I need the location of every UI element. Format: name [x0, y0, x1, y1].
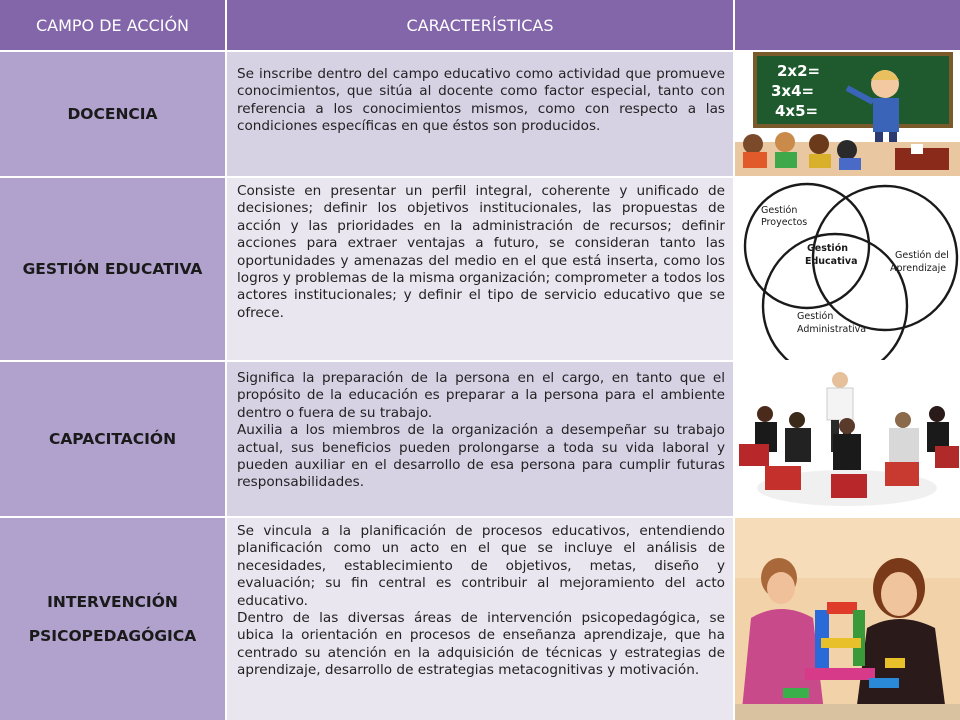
description-paragraph: Auxilia a los miembros de la organización a desempeñar su trabajo actual, sus beneficios pueden prolongarse a toda su vida laboral y pueden auxiliar en el desarrollo de esa persona para cumplir futuras responsabilidades. [237, 422, 725, 491]
board-line-2: 3x4= [771, 82, 815, 100]
training-session-photo [735, 362, 960, 516]
header-campo-de-accion: CAMPO DE ACCIÓN [0, 0, 225, 50]
board-line-1: 2x2= [777, 62, 821, 80]
field-label-line-2: PSICOPEDAGÓGICA [28, 627, 197, 645]
header-blank [735, 0, 960, 50]
field-label: CAPACITACIÓN [48, 430, 177, 448]
venn-label-aprendizaje-2: Aprendizaje [890, 263, 947, 274]
description-intervencion-psicopedagogica [227, 518, 733, 720]
venn-label-educativa-1: Gestión [807, 243, 848, 254]
field-intervencion-psicopedagogica [0, 518, 225, 720]
field-gestion-educativa [0, 178, 225, 360]
field-label: GESTIÓN EDUCATIVA [22, 260, 203, 278]
description-docencia [227, 52, 733, 176]
venn-label-administrativa-1: Gestión [797, 311, 834, 322]
field-capacitacion [0, 362, 225, 516]
description-capacitacion [227, 362, 733, 516]
description-paragraph: Dentro de las diversas áreas de intervención psicopedagógica, se ubica la orientación en procesos de enseñanza aprendizaje, que ha centrado su atención en la adquisición de técnicas y estrategias de aprendizaje, desarrollo de estrategias metacognitivas y motivación. [237, 610, 725, 679]
board-line-3: 4x5= [775, 102, 819, 120]
venn-label-aprendizaje-1: Gestión del [895, 250, 949, 261]
venn-label-proyectos-1: Gestión [761, 205, 798, 216]
description-paragraph: Consiste en presentar un perfil integral, coherente y unificado de decisiones; definir los objetivos institucionales, las propuestas de acción y las prioridades en la administración de recursos; definir acciones para extraer ventajas a futuro, se consideran tanto las oportunidades y amenazas del medio en el que está inserta, como los logros y problemas de la misma organización; comprometer a todos los actores institucionales; y definir el tipo de servicio educativo que se ofrece. [237, 183, 725, 321]
venn-diagram [735, 178, 960, 360]
description-gestion-educativa [227, 178, 733, 360]
venn-label-administrativa-2: Administrativa [797, 324, 867, 335]
venn-label-educativa-2: Educativa [805, 256, 858, 267]
header-caracteristicas: CARACTERÍSTICAS [227, 0, 733, 50]
field-label-line-1: INTERVENCIÓN [47, 593, 178, 611]
description-paragraph: Significa la preparación de la persona en el cargo, en tanto que el propósito de la educación es preparar a la persona para el ambiente dentro o fuera de su trabajo. [237, 370, 725, 421]
child-building-blocks-photo [735, 518, 960, 720]
classroom-teacher-illustration [735, 52, 960, 176]
description-paragraph: Se inscribe dentro del campo educativo como actividad que promueve conocimientos, que sitúa al docente como factor especial, tanto con referencia a los conocimientos mismos, como con respecto a las condiciones específicas en que éstos son producidos. [237, 66, 725, 135]
field-label: DOCENCIA [67, 105, 158, 123]
venn-label-proyectos-2: Proyectos [761, 217, 808, 228]
field-docencia [0, 52, 225, 176]
description-paragraph: Se vincula a la planificación de procesos educativos, entendiendo planificación como un acto en el que se incluye el análisis de necesidades, establecimiento de objetivos, metas, diseño y evaluación; su fin central es contribuir al mejoramiento del acto educativo. [237, 523, 725, 609]
